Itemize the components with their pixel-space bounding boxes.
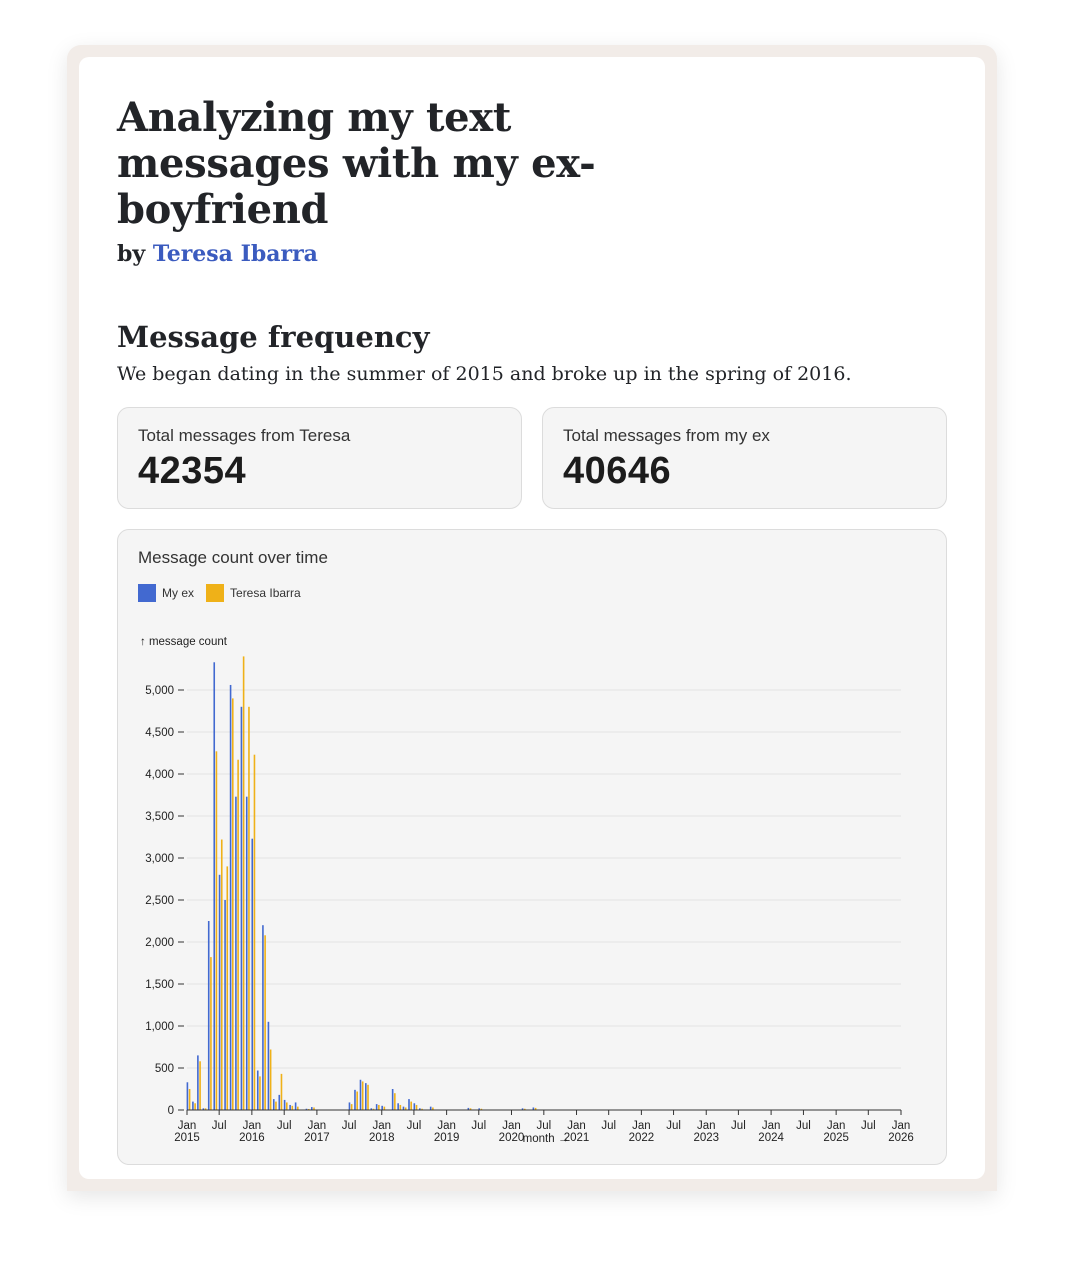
bar-my-ex <box>284 1100 286 1110</box>
bar-teresa <box>237 760 239 1110</box>
y-axis-label: ↑ message count <box>140 636 227 648</box>
bar-teresa <box>362 1081 364 1110</box>
x-tick-label: Jan <box>177 1120 197 1132</box>
x-tick-year: 2019 <box>433 1132 460 1144</box>
author-link[interactable]: Teresa Ibarra <box>152 241 318 267</box>
y-tick-label: 3,500 <box>145 811 174 823</box>
x-tick-label: Jan <box>826 1120 846 1132</box>
section-heading: Message frequency <box>117 320 430 354</box>
bar-my-ex <box>241 707 243 1110</box>
x-tick-label: Jan <box>437 1120 456 1132</box>
bar-my-ex <box>235 797 237 1110</box>
x-tick-label: Jan <box>761 1120 781 1132</box>
x-tick-label: Jul <box>536 1120 552 1132</box>
chart-title: Message count over time <box>138 548 328 567</box>
byline-prefix: by <box>117 241 146 267</box>
article-card <box>79 57 985 1179</box>
x-tick-label: Jul <box>731 1120 746 1132</box>
bar-my-ex <box>213 662 215 1110</box>
x-tick-label: Jul <box>860 1120 876 1132</box>
x-tick-label: Jul <box>406 1120 422 1132</box>
y-tick-label: 0 <box>167 1105 174 1117</box>
bar-my-ex <box>192 1102 194 1110</box>
message-count-chart <box>118 530 947 1164</box>
bar-teresa <box>221 840 223 1110</box>
bar-my-ex <box>365 1083 367 1110</box>
bar-teresa <box>410 1102 412 1110</box>
x-tick-label: Jul <box>666 1120 681 1132</box>
article-title: Analyzing my text messages with my ex-boyfriend <box>117 94 596 233</box>
stat-card-ex <box>542 407 947 509</box>
bar-teresa <box>194 1103 196 1110</box>
bar-teresa <box>281 1074 283 1110</box>
bar-my-ex <box>392 1089 394 1110</box>
y-tick-label: 1,000 <box>145 1021 174 1033</box>
x-tick-year: 2018 <box>368 1132 395 1144</box>
bar-teresa <box>232 698 234 1110</box>
bar-my-ex <box>257 1071 259 1110</box>
bar-teresa <box>210 957 212 1110</box>
chart-card <box>117 529 947 1165</box>
bar-teresa <box>384 1107 386 1110</box>
bar-my-ex <box>376 1104 378 1110</box>
bar-teresa <box>400 1105 402 1110</box>
bar-my-ex <box>197 1055 199 1110</box>
bar-my-ex <box>224 900 226 1110</box>
x-tick-year: 2025 <box>823 1132 849 1144</box>
bar-my-ex <box>219 875 221 1110</box>
bar-my-ex <box>381 1106 383 1110</box>
bar-teresa <box>248 707 250 1110</box>
y-tick-label: 3,000 <box>145 853 174 865</box>
x-tick-label: Jul <box>471 1120 487 1132</box>
bar-my-ex <box>208 921 210 1110</box>
x-tick-label: Jul <box>601 1120 617 1132</box>
bar-my-ex <box>414 1103 416 1110</box>
x-tick-label: Jan <box>632 1120 651 1132</box>
bar-teresa <box>264 935 266 1110</box>
bar-my-ex <box>187 1082 189 1110</box>
bar-my-ex <box>397 1103 399 1110</box>
legend-label: My ex <box>162 586 195 600</box>
y-tick-label: 2,000 <box>145 937 174 949</box>
x-tick-label: Jul <box>796 1120 811 1132</box>
x-tick-label: Jul <box>211 1120 227 1132</box>
bar-teresa <box>189 1089 191 1110</box>
x-tick-label: Jul <box>341 1120 357 1132</box>
legend-label: Teresa Ibarra <box>230 586 301 600</box>
bar-my-ex <box>251 839 253 1110</box>
y-tick-label: 4,500 <box>145 727 174 739</box>
bar-my-ex <box>268 1022 270 1110</box>
bar-teresa <box>199 1061 201 1110</box>
bar-my-ex <box>289 1105 291 1110</box>
x-tick-year: 2021 <box>563 1132 590 1144</box>
y-tick-label: 1,500 <box>145 979 174 991</box>
x-tick-year: 2016 <box>239 1132 265 1144</box>
bar-teresa <box>254 755 256 1110</box>
x-tick-year: 2020 <box>498 1132 525 1144</box>
x-tick-year: 2015 <box>174 1132 200 1144</box>
x-tick-label: Jan <box>696 1120 716 1132</box>
bar-teresa <box>416 1105 418 1110</box>
x-axis-label: month → <box>522 1133 570 1145</box>
stat-value: 42354 <box>138 450 247 492</box>
stat-value: 40646 <box>563 450 672 492</box>
x-tick-year: 2026 <box>888 1132 914 1144</box>
bar-teresa <box>259 1076 261 1110</box>
x-tick-year: 2017 <box>304 1132 330 1144</box>
y-tick-label: 5,000 <box>145 685 174 697</box>
bar-teresa <box>275 1102 277 1110</box>
x-tick-year: 2022 <box>628 1132 655 1144</box>
x-tick-label: Jan <box>502 1120 521 1132</box>
bar-teresa <box>226 866 228 1110</box>
bar-teresa <box>367 1085 369 1110</box>
x-tick-label: Jul <box>276 1120 292 1132</box>
stat-label: Total messages from my ex <box>563 426 770 445</box>
bar-my-ex <box>246 797 248 1110</box>
bar-my-ex <box>354 1090 356 1110</box>
bar-my-ex <box>403 1107 405 1110</box>
bar-teresa <box>286 1102 288 1110</box>
y-tick-label: 500 <box>154 1063 174 1075</box>
bar-my-ex <box>273 1099 275 1110</box>
x-tick-label: Jan <box>567 1120 586 1132</box>
stats-row <box>117 407 947 509</box>
bar-teresa <box>394 1093 396 1110</box>
bar-teresa <box>243 656 245 1110</box>
bar-my-ex <box>278 1095 280 1110</box>
y-tick-label: 2,500 <box>145 895 174 907</box>
x-tick-label: Jan <box>372 1120 392 1132</box>
bar-teresa <box>292 1106 294 1110</box>
y-tick-label: 4,000 <box>145 769 174 781</box>
bar-my-ex <box>349 1102 351 1110</box>
bar-my-ex <box>430 1107 432 1110</box>
stat-label: Total messages from Teresa <box>138 426 351 445</box>
bar-my-ex <box>262 925 264 1110</box>
section-lede: We began dating in the summer of 2015 and broke up in the spring of 2016. <box>117 363 852 385</box>
bar-teresa <box>356 1092 358 1110</box>
bar-my-ex <box>230 685 232 1110</box>
bar-my-ex <box>408 1099 410 1110</box>
x-tick-label: Jan <box>891 1120 911 1132</box>
bar-teresa <box>351 1104 353 1110</box>
x-tick-label: Jan <box>242 1120 262 1132</box>
bar-teresa <box>270 1050 272 1110</box>
stat-card-teresa <box>117 407 522 509</box>
bar-teresa <box>378 1105 380 1110</box>
x-tick-year: 2023 <box>693 1132 720 1144</box>
x-tick-label: Jan <box>307 1120 327 1132</box>
byline <box>117 241 947 267</box>
bar-my-ex <box>295 1102 297 1110</box>
bar-my-ex <box>360 1080 362 1110</box>
bar-teresa <box>216 751 218 1110</box>
bar-teresa <box>297 1107 299 1110</box>
x-tick-year: 2024 <box>758 1132 784 1144</box>
